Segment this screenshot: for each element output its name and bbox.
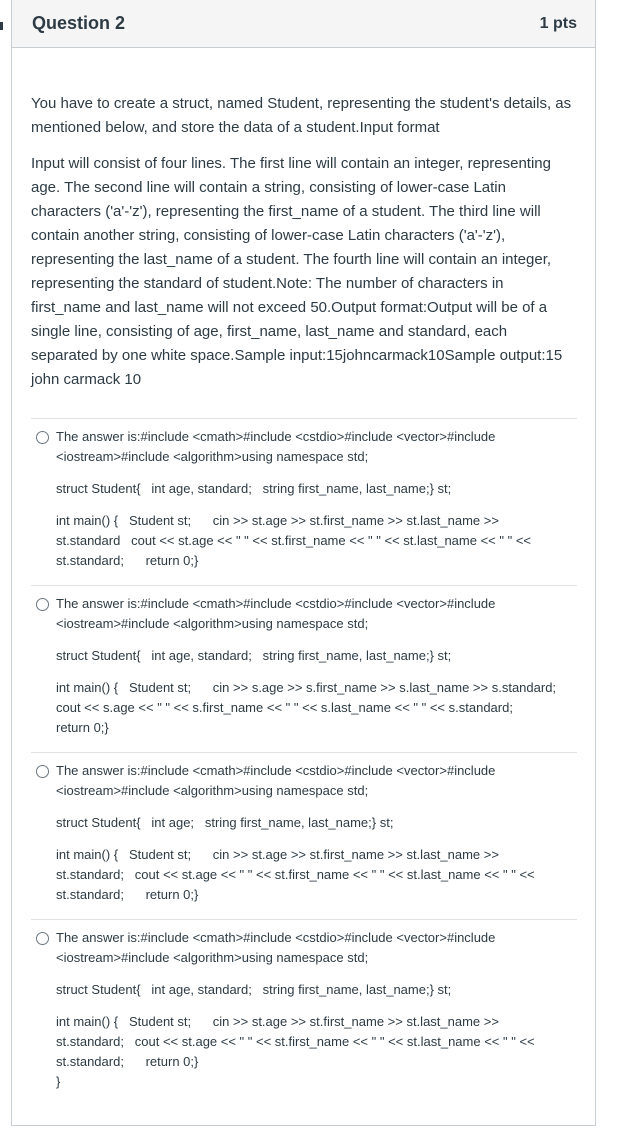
answer-option-3[interactable] bbox=[31, 752, 577, 919]
answer-line-main: int main() { Student st; cin >> s.age >> s.first_name >> s.last_name >> s.standard; cout << s.age << " " << s.first_name << " " << s.last_name << " " << s.standard; return 0;} bbox=[56, 680, 567, 735]
answer-line-main: int main() { Student st; cin >> st.age >> st.first_name >> st.last_name >> st.standard; cout << st.age << " " << st.first_name << " " << st.last_name << " " << st.standard; return 0;} bbox=[56, 847, 539, 902]
question-header bbox=[12, 0, 595, 48]
radio-button-option-1[interactable] bbox=[36, 431, 49, 444]
answer-text bbox=[56, 761, 566, 905]
question-body bbox=[12, 48, 595, 1106]
answer-line-main: int main() { Student st; cin >> st.age >> st.first_name >> st.last_name >> st.standard cout << st.age << " " << st.first_name << " " << st.last_name << " " << st.standard; return 0;} bbox=[56, 513, 535, 568]
question-text-intro: You have to create a struct, named Student, representing the student's details, as mentioned below, and store the data of a student.Input format bbox=[31, 95, 572, 136]
answer-line-struct: struct Student{ int age, standard; string first_name, last_name;} st; bbox=[56, 648, 452, 663]
answer-option-1[interactable] bbox=[31, 418, 577, 585]
answer-line-struct: struct Student{ int age, standard; string first_name, last_name;} st; bbox=[56, 481, 452, 496]
answer-text bbox=[56, 427, 566, 571]
answer-text bbox=[56, 594, 566, 738]
answer-line-main: int main() { Student st; cin >> st.age >> st.first_name >> st.last_name >> st.standard; cout << st.age << " " << st.first_name << " " << st.last_name << " " << st.standard; return 0;} bbox=[56, 1014, 539, 1069]
question-card bbox=[11, 0, 596, 1126]
question-text bbox=[31, 48, 577, 392]
answer-line-includes: The answer is:#include <cmath>#include <cstdio>#include <vector>#include <iostream>#include <algorithm>using namespace std; bbox=[56, 429, 500, 464]
question-title: Question 2 bbox=[32, 13, 126, 33]
answer-line-includes: The answer is:#include <cmath>#include <cstdio>#include <vector>#include <iostream>#include <algorithm>using namespace std; bbox=[56, 763, 500, 798]
left-edge-marker bbox=[0, 22, 3, 30]
question-text-details: Input will consist of four lines. The first line will contain an integer, representing age. The second line will contain a string, consisting of lower-case Latin characters ('a'-'z'), representing the first_name of a student. The third line will contain another string, consisting of lower-case Latin characters ('a'-'z'), representing the last_name of a student. The fourth line will contain an integer, representing the standard of student.Note: The number of characters in first_name and last_name will not exceed 50.Output format:Output will be of a single line, consisting of age, first_name, last_name and standard, each separated by one white space.Sample input:15johncarmack10Sample output:15 john carmack 10 bbox=[31, 155, 563, 388]
question-points: 1 pts bbox=[539, 14, 577, 32]
answer-line-includes: The answer is:#include <cmath>#include <cstdio>#include <vector>#include <iostream>#include <algorithm>using namespace std; bbox=[56, 596, 500, 631]
radio-button-option-2[interactable] bbox=[36, 598, 49, 611]
radio-button-option-3[interactable] bbox=[36, 765, 49, 778]
answer-line-closing-brace: } bbox=[56, 1074, 61, 1089]
answer-line-struct: struct Student{ int age; string first_name, last_name;} st; bbox=[56, 815, 394, 830]
answer-line-includes: The answer is:#include <cmath>#include <cstdio>#include <vector>#include <iostream>#include <algorithm>using namespace std; bbox=[56, 930, 500, 965]
radio-button-option-4[interactable] bbox=[36, 932, 49, 945]
answer-list bbox=[31, 418, 577, 1106]
answer-option-4[interactable] bbox=[31, 919, 577, 1106]
answer-text bbox=[56, 928, 566, 1092]
answer-line-struct: struct Student{ int age, standard; string first_name, last_name;} st; bbox=[56, 982, 452, 997]
answer-option-2[interactable] bbox=[31, 585, 577, 752]
